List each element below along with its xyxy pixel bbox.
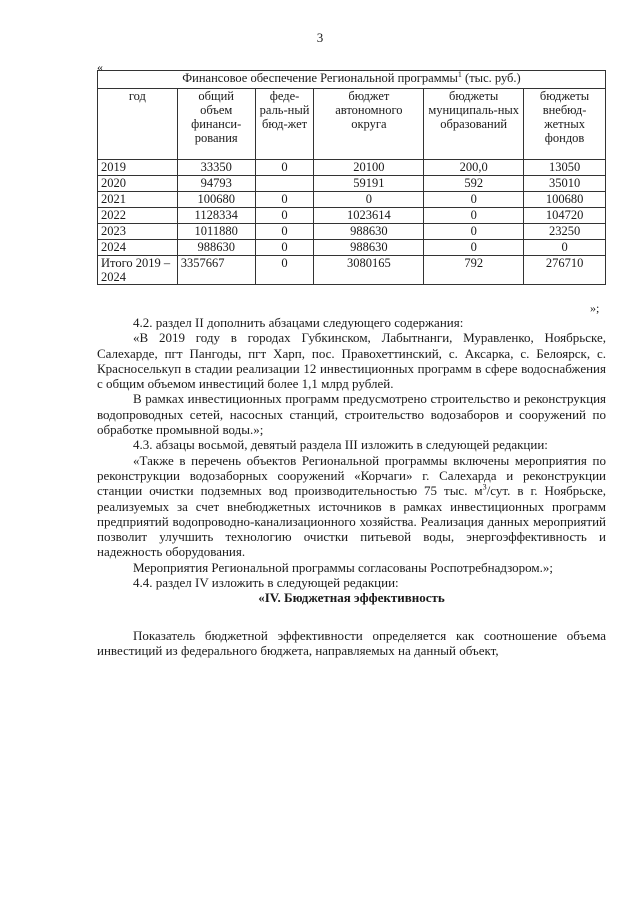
- table-row: [98, 160, 606, 176]
- cell-total: 100680: [177, 192, 255, 208]
- table-total-row: [98, 256, 606, 285]
- cell-year: 2020: [98, 176, 178, 192]
- cell-year: 2023: [98, 224, 178, 240]
- header-municipal: бюджеты муниципаль-ных образований: [424, 89, 524, 160]
- cell-district: 59191: [314, 176, 424, 192]
- cell-extrabudget: 104720: [524, 208, 606, 224]
- cell-federal: 0: [255, 240, 314, 256]
- cell-total: 988630: [177, 240, 255, 256]
- cell-municipal: 0: [424, 192, 524, 208]
- header-year: год: [98, 89, 178, 160]
- cell-total: 1128334: [177, 208, 255, 224]
- cell-year: 2021: [98, 192, 178, 208]
- cell-municipal: 792: [424, 256, 524, 285]
- cell-district: 988630: [314, 240, 424, 256]
- table-row: [98, 176, 606, 192]
- header-total: общий объем финанси-рования: [177, 89, 255, 160]
- table-header-row: [98, 89, 606, 160]
- cell-extrabudget: 276710: [524, 256, 606, 285]
- table-row: [98, 224, 606, 240]
- paragraph-efficiency: Показатель бюджетной эффективности определяется как соотношение объема инвестиций из федерального бюджета, направляемых на данный объект,: [97, 627, 606, 658]
- cell-municipal: 200,0: [424, 160, 524, 176]
- header-district: бюджет автономного округа: [314, 89, 424, 160]
- section-heading: «IV. Бюджетная эффективность: [258, 590, 445, 606]
- cell-year: 2022: [98, 208, 178, 224]
- cell-federal: 0: [255, 256, 314, 285]
- cell-extrabudget: 35010: [524, 176, 606, 192]
- table-row: [98, 192, 606, 208]
- body-text: [97, 315, 606, 658]
- cell-federal: 0: [255, 192, 314, 208]
- cell-district: 1023614: [314, 208, 424, 224]
- cell-municipal: 0: [424, 224, 524, 240]
- cell-total: 94793: [177, 176, 255, 192]
- paragraph-approval: Мероприятия Региональной программы согласованы Роспотребнадзором.»;: [133, 559, 554, 575]
- page-number: 3: [316, 30, 324, 45]
- cell-municipal: 592: [424, 176, 524, 192]
- cell-total: 1011880: [177, 224, 255, 240]
- header-federal: феде-раль-ный бюд-жет: [255, 89, 314, 160]
- paragraph-investment-2019: «В 2019 году в городах Губкинском, Лабытнанги, Муравленко, Ноябрьске, Салехарде, пгт Пангоды, пгт Харп, пос. Правохеттинский, с. Аксарка, с. Белоярск, с. Красноселькуп в стадии реализации 12 инвестиционных программ в сфере водоснабжения с общим объемом инвестиций более 1,1 млрд рублей.: [97, 330, 606, 392]
- table-caption: Финансовое обеспечение Региональной программы$^1$ (тыс. руб.): [98, 71, 606, 89]
- cell-municipal: 0: [424, 208, 524, 224]
- cell-municipal: 0: [424, 240, 524, 256]
- table-row: [98, 208, 606, 224]
- cell-extrabudget: 0: [524, 240, 606, 256]
- cell-federal: 0: [255, 208, 314, 224]
- cell-year: Итого 2019 – 2024: [98, 256, 178, 285]
- paragraph-investment-scope: В рамках инвестиционных программ предусмотрено строительство и реконструкция водопроводных сетей, насосных станций, строительство водозаборов и сооружений по обработке промывной воды.»;: [97, 391, 606, 438]
- cell-federal: 0: [255, 224, 314, 240]
- closing-quote: »;: [590, 301, 600, 315]
- cell-extrabudget: 100680: [524, 192, 606, 208]
- cell-year: 2024: [98, 240, 178, 256]
- cell-federal: 0: [255, 160, 314, 176]
- cell-extrabudget: 13050: [524, 160, 606, 176]
- paragraph-4-3: 4.3. абзацы восьмой, девятый раздела III изложить в следующей редакции:: [133, 437, 548, 453]
- paragraph-objects: «Также в перечень объектов Региональной программы включены мероприятия по реконструкции водозаборных сооружений «Корчаги» г. Салехарда и реконструкции станции очистки подземных вод производительностью 75 тыс. $м^3$/сут. в г. Ноябрьске, реализуемых за счет внебюджетных источников в рамках инвестиционных программ предприятий водопроводно-канализационного хозяйства. Реализация данных мероприятий позволит улучшить технологию очистки питьевой воды, энергоэффективность и надежность оборудования.: [97, 452, 606, 560]
- cell-year: 2019: [98, 160, 178, 176]
- cell-extrabudget: 23250: [524, 224, 606, 240]
- cell-total: 33350: [177, 160, 255, 176]
- paragraph-4-4: 4.4. раздел IV изложить в следующей редакции:: [133, 575, 399, 591]
- spacer: [97, 606, 606, 628]
- paragraph-4-2: 4.2. раздел II дополнить абзацами следующего содержания:: [133, 315, 464, 330]
- table-row: [98, 240, 606, 256]
- cell-district: 20100: [314, 160, 424, 176]
- cell-federal: [255, 176, 314, 192]
- opening-quote: «: [97, 60, 103, 74]
- cell-total: 3357667: [177, 256, 255, 285]
- cell-district: 0: [314, 192, 424, 208]
- header-extrabudget: бюджеты внебюд-жетных фондов: [524, 89, 606, 160]
- financing-table: [97, 70, 606, 285]
- cell-district: 3080165: [314, 256, 424, 285]
- cell-district: 988630: [314, 224, 424, 240]
